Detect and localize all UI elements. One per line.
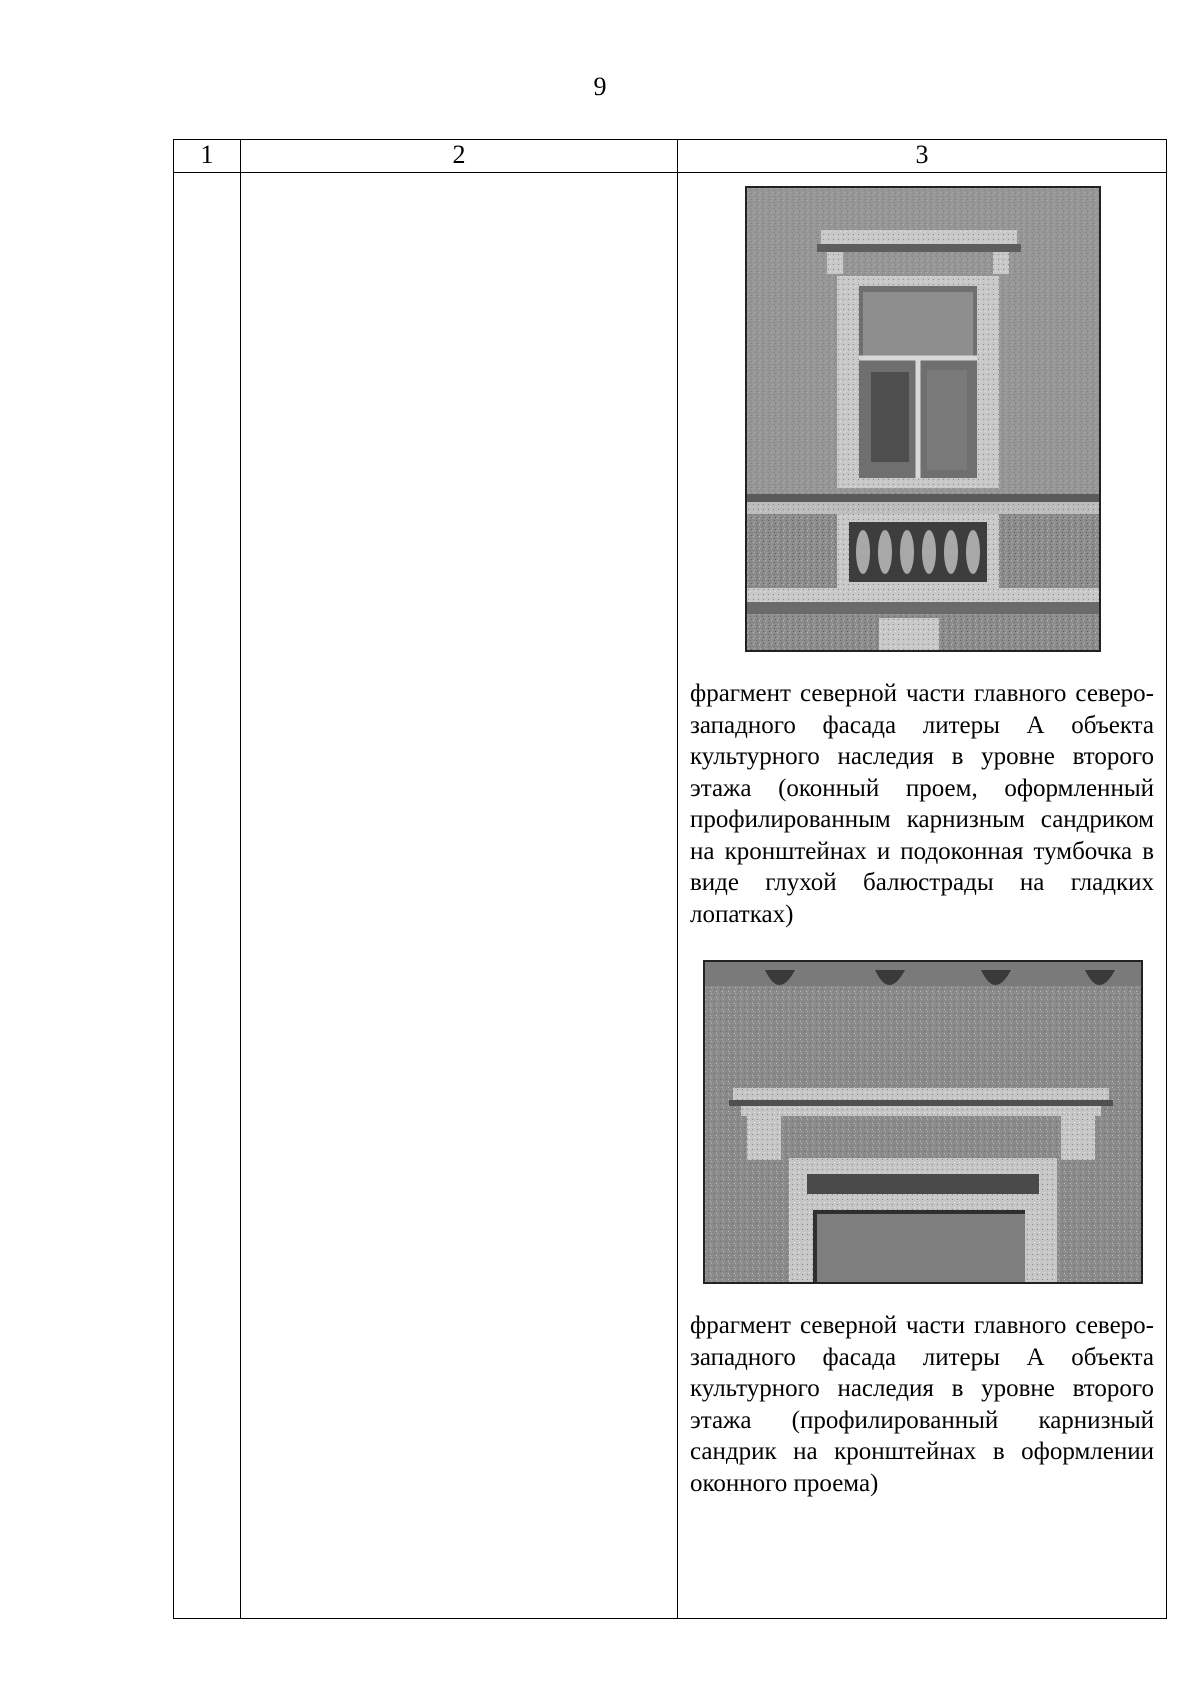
- figure-1: [690, 186, 1154, 652]
- body-cell-3: [678, 173, 1167, 1619]
- body-cell-1: [174, 173, 241, 1619]
- body-cell-2: [241, 173, 678, 1619]
- window-with-sandrik-photo: [745, 186, 1101, 652]
- table-header-row: [174, 140, 1167, 173]
- header-cell-3: 3: [678, 140, 1167, 173]
- table-body-row: [174, 173, 1167, 1619]
- figure-1-caption: фрагмент северной части главного северо-западного фасада литеры А объекта культурного наследия в уровне второго этажа (оконный проем, оформленный профилированным карнизным сандриком на кронштейнах и подоконная тумбочка в виде глухой балюстрады на гладких лопатках): [690, 680, 1154, 928]
- header-cell-2: 2: [241, 140, 678, 173]
- figure-2-caption: фрагмент северной части главного северо-западного фасада литеры А объекта культурного наследия в уровне второго этажа (профилированный карнизный сандрик на кронштейнах в оформлении оконного проема): [690, 1312, 1154, 1497]
- header-cell-1: 1: [174, 140, 241, 173]
- document-table: [173, 139, 1167, 1619]
- figure-2: [690, 960, 1154, 1284]
- sandrik-detail-photo: [703, 960, 1143, 1284]
- page-number: 9: [593, 72, 607, 101]
